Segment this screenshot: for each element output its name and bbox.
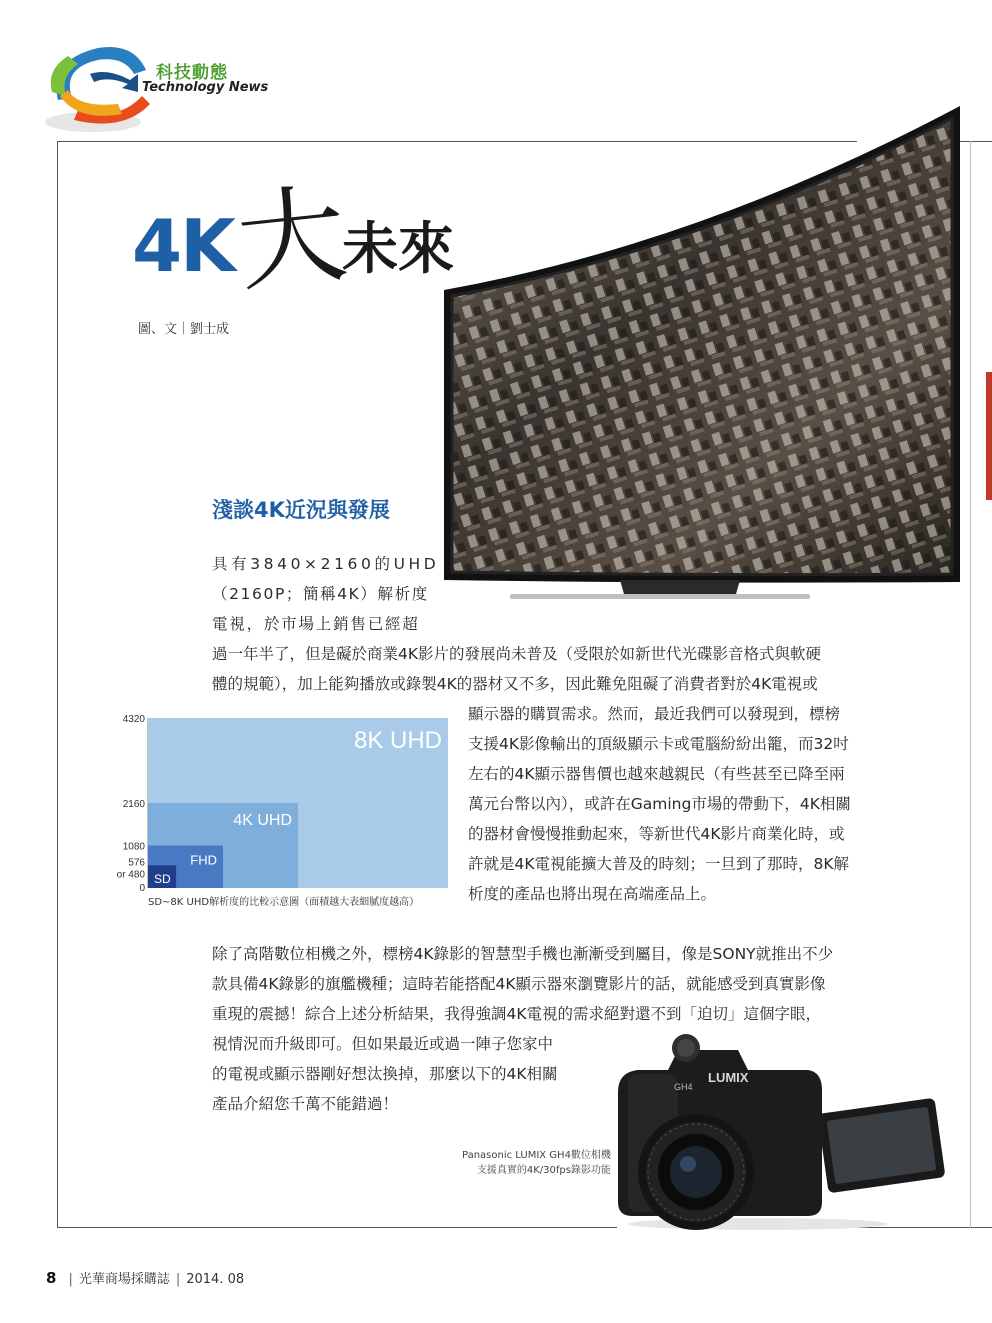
- para1-line: 體的規範），加上能夠播放或錄製4K的器材又不多，因此難免阻礙了消費者對於4K電視或: [212, 675, 818, 693]
- title-4k: 4K: [132, 204, 234, 288]
- para1-line: 顯示器的購買需求。然而，最近我們可以發現到，標榜: [468, 705, 841, 723]
- magazine-name: 光華商場採購誌: [78, 1272, 170, 1287]
- camera-model-text: GH4: [674, 1082, 693, 1092]
- section-subheading: 淺談4K近況與發展: [212, 498, 390, 522]
- para2-line: 除了高階數位相機之外，標榜4K錄影的智慧型手機也漸漸受到屬目，像是SONY就推出不少: [212, 945, 834, 963]
- para2-line: 產品介紹您千萬不能錯過！: [212, 1095, 399, 1113]
- frame-line-right: [970, 141, 971, 1228]
- frame-line-left: [57, 141, 58, 1228]
- page-footer: [46, 1268, 244, 1287]
- chart-tick-label: 0: [139, 883, 145, 894]
- byline: 圖、文｜劉士成: [138, 322, 230, 337]
- para2-line: 重現的震撼！綜合上述分析結果，我得強調4K電視的需求絕對還不到「迫切」這個字眼，: [212, 1005, 822, 1023]
- resolution-comparison-chart: [112, 708, 458, 908]
- para1-line: 電視，於市場上銷售已經超: [212, 615, 420, 633]
- page-number: 8: [46, 1269, 57, 1287]
- para1-line: 具有3840×2160的UHD: [212, 555, 440, 573]
- resolution-block-label: 4K UHD: [233, 812, 292, 829]
- para1-line: （2160P；簡稱4K）解析度: [212, 585, 429, 603]
- technology-news-logo: [38, 30, 158, 140]
- para1-line: 的器材會慢慢推動起來，等新世代4K影片商業化時，或: [468, 825, 845, 843]
- para2-line: 款具備4K錄影的旗艦機種；這時若能搭配4K顯示器來瀏覽影片的話，就能感受到真實影像: [212, 975, 826, 993]
- para1-line: 萬元台幣以內），或許在Gaming市場的帶動下，4K相關: [468, 795, 851, 813]
- para1-line: 過一年半了，但是礙於商業4K影片的發展尚未普及（受限於如新世代光碟影音格式與軟硬: [212, 645, 822, 663]
- resolution-block-label: FHD: [190, 852, 217, 868]
- section-title-en: Technology News: [142, 80, 269, 95]
- footer-separator: |: [68, 1272, 73, 1287]
- para2-line: 的電視或顯示器剛好想汰換掉，那麼以下的4K相關: [212, 1065, 558, 1083]
- camera-image: [608, 1032, 948, 1232]
- resolution-block-label: 8K UHD: [353, 727, 442, 754]
- para1-line: 左右的4K顯示器售價也越來越親民（有些甚至已降至兩: [468, 765, 845, 783]
- chart-tick-label: or 480: [116, 869, 145, 881]
- chart-tick-label: 1080: [122, 841, 145, 853]
- camera-caption-line: Panasonic LUMIX GH4數位相機: [462, 1150, 611, 1161]
- curved-tv-image: [440, 104, 965, 604]
- chart-caption: SD~8K UHD解析度的比較示意圖（面積越大表細膩度越高）: [148, 897, 420, 908]
- camera-caption-line: 支援真實的4K/30fps錄影功能: [476, 1165, 611, 1176]
- camera-brand-text: LUMIX: [708, 1070, 749, 1085]
- side-accent-bar: [986, 372, 992, 500]
- chart-tick-label: 4320: [122, 714, 145, 725]
- para2-line: 視情況而升級即可。但如果最近或過一陣子您家中: [212, 1035, 554, 1053]
- chart-tick-label: 2160: [122, 799, 145, 810]
- para1-line: 許就是4K電視能擴大普及的時刻；一旦到了那時，8K解: [468, 855, 850, 873]
- para1-line: 支援4K影像輸出的頂級顯示卡或電腦紛紛出籠，而32吋: [468, 735, 849, 753]
- para1-line: 析度的產品也將出現在高端產品上。: [468, 885, 717, 903]
- issue-date: 2014. 08: [186, 1272, 245, 1287]
- title-calligraphy-character: 大: [231, 171, 353, 308]
- section-title-zh: 科技動態: [156, 63, 228, 83]
- resolution-block-label: SD: [154, 872, 171, 886]
- chart-tick-label: 576: [128, 857, 145, 869]
- camera-caption: [462, 1148, 611, 1178]
- frame-line-bottom: [57, 1227, 617, 1228]
- footer-separator: |: [175, 1272, 181, 1287]
- title-rest: 未來: [342, 217, 454, 282]
